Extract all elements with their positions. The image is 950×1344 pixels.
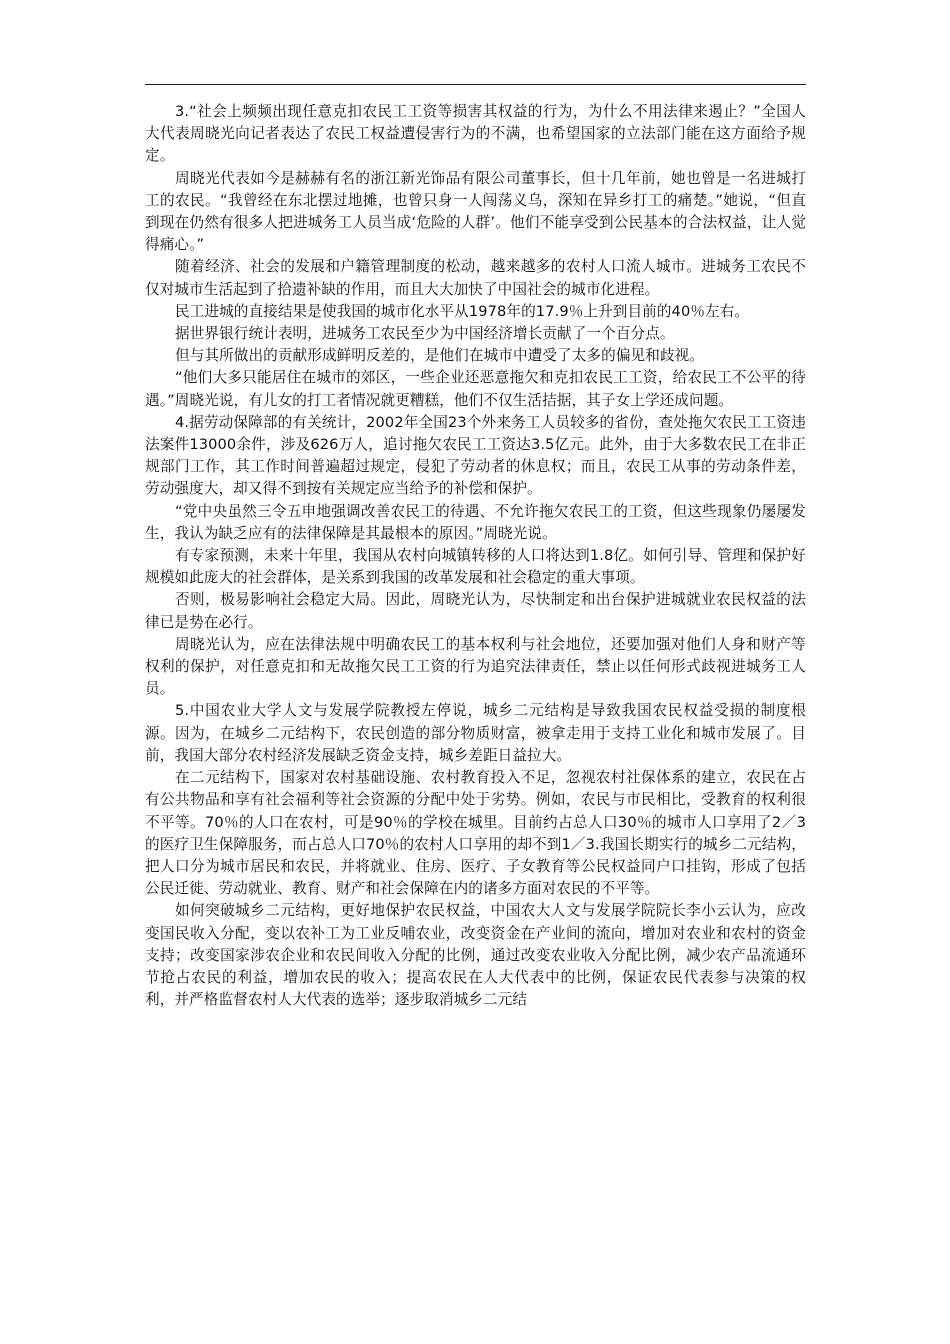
paragraph: 周晓光代表如今是赫赫有名的浙江新光饰品有限公司董事长，但十几年前，她也曾是一名进城打工的农民。“我曾经在东北摆过地摊，也曾只身一人闯荡义乌，深知在异乡打工的痛楚。”她说，“但直到现在仍然有很多人把进城务工人员当成‘危险的人群’。他们不能享受到公民基本的合法权益，让人觉得痛心。” [145, 169, 806, 254]
paragraph: “他们大多只能居住在城市的郊区，一些企业还恶意拖欠和克扣农民工工资，给农民工不公平的待遇。”周晓光说，有儿女的打工者情况就更糟糕，他们不仅生活拮据，其子女上学还成问题。 [145, 369, 806, 409]
paragraph: “党中央虽然三令五申地强调改善农民工的待遇、不允许拖欠农民工的工资，但这些现象仍屡屡发生，我认为缺乏应有的法律保障是其最根本的原因。”周晓光说。 [145, 502, 806, 542]
paragraph: 但与其所做出的贡献形成鲜明反差的，是他们在城市中遭受了太多的偏见和歧视。 [175, 347, 704, 365]
header-rule [145, 84, 806, 85]
paragraph: 4.据劳动保障部的有关统计，2002年全国23个外来务工人员较多的省份，查处拖欠农民工工资违法案件13000余件，涉及626万人，追讨拖欠农民工工资达3.5亿元。此外，由于大多数农民工在非正规部门工作，其工作时间普遍超过规定，侵犯了劳动者的休息权；而且，农民工从事的劳动条件差，劳动强度大，却又得不到按有关规定应当给予的补偿和保护。 [145, 413, 806, 498]
paragraph: 如何突破城乡二元结构，更好地保护农民权益，中国农大人文与发展学院院长李小云认为，应改变国民收入分配，变以农补工为工业反哺农业，改变资金在产业间的流向，增加对农业和农村的资金支持；改变国家涉农企业和农民间收入分配的比例，通过改变农业收入分配比例，减少农产品流通环节抢占农民的利益，增加农民的收入；提高农民在人大代表中的比例，保证农民代表参与决策的权利，并严格监督农村人大代表的选举；逐步取消城乡二元结 [145, 902, 806, 1009]
paragraph: 在二元结构下，国家对农村基础设施、农村教育投入不足，忽视农村社保体系的建立，农民在占有公共物品和享有社会福利等社会资源的分配中处于劣势。例如，农民与市民相比，受教育的权利很不平等。70％的人口在农村，可是90％的学校在城里。目前约占总人口30％的城市人口享用了2／3的医疗卫生保障服务，而占总人口70％的农村人口享用的却不到1／3.我国长期实行的城乡二元结构，把人口分为城市居民和农民，并将就业、住房、医疗、子女教育等公民权益同户口挂钩，形成了包括公民迁徙、劳动就业、教育、财产和社会保障在内的诸多方面对农民的不平等。 [145, 769, 806, 898]
paragraph: 否则，极易影响社会稳定大局。因此，周晓光认为，尽快制定和出台保护进城就业农民权益的法律已是势在必行。 [145, 591, 806, 631]
paragraph: 3.“社会上频频出现任意克扣农民工工资等损害其权益的行为，为什么不用法律来遏止？”全国人大代表周晓光向记者表达了农民工权益遭侵害行为的不满，也希望国家的立法部门能在这方面给予规定。 [145, 103, 806, 165]
paragraph: 民工进城的直接结果是使我国的城市化水平从1978年的17.9％上升到目前的40％左右。 [175, 302, 750, 320]
paragraph: 周晓光认为，应在法律法规中明确农民工的基本权利与社会地位，还要加强对他们人身和财产等权利的保护，对任意克扣和无故拖欠民工工资的行为追究法律责任，禁止以任何形式歧视进城务工人员。 [145, 635, 806, 698]
paragraph: 5.中国农业大学人文与发展学院教授左停说，城乡二元结构是导致我国农民权益受损的制度根源。因为，在城乡二元结构下，农民创造的部分物质财富，被拿走用于支持工业化和城市发展了。目前，我国大部分农村经济发展缺乏资金支持，城乡差距日益拉大。 [145, 702, 806, 764]
document-body [145, 101, 806, 1011]
paragraph: 随着经济、社会的发展和户籍管理制度的松动，越来越多的农村人口流人城市。进城务工农民不仅对城市生活起到了拾遗补缺的作用，而且大大加快了中国社会的城市化进程。 [145, 258, 806, 298]
paragraph: 据世界银行统计表明，进城务工农民至少为中国经济增长贡献了一个百分点。 [175, 325, 675, 343]
paragraph: 有专家预测，未来十年里，我国从农村向城镇转移的人口将达到1.8亿。如何引导、管理和保护好规模如此庞大的社会群体，是关系到我国的改革发展和社会稳定的重大事项。 [145, 547, 806, 587]
